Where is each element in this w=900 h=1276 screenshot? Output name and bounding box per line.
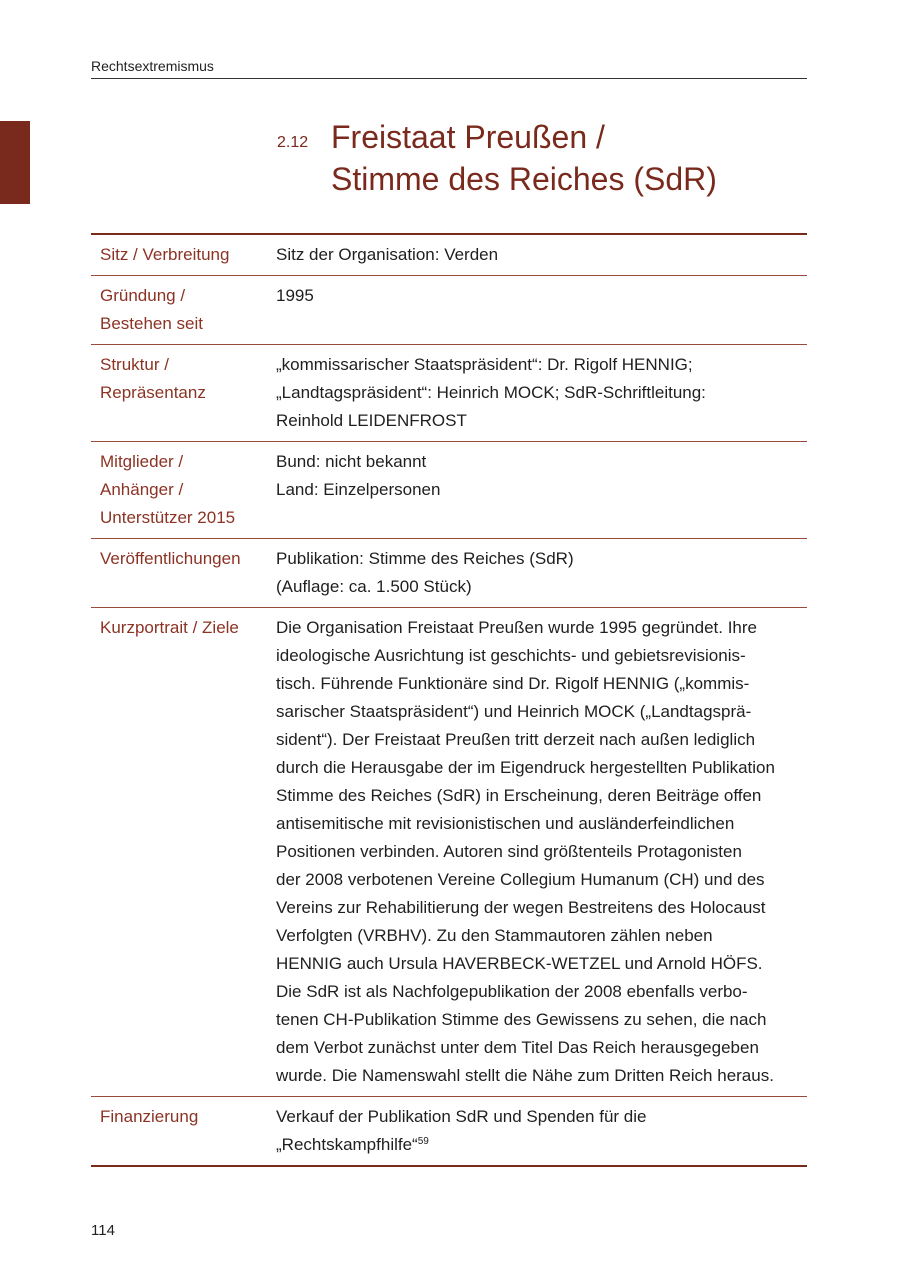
label-line: Gründung / xyxy=(100,286,186,305)
profile-row-finanzierung xyxy=(91,1097,807,1167)
chapter-title-line: Stimme des Reiches (SdR) xyxy=(331,161,717,197)
label-line: Kurzportrait / Ziele xyxy=(100,618,239,637)
value-line: Verkauf der Publikation SdR und Spenden für die xyxy=(276,1107,647,1126)
value-line: Vereins zur Rehabilitierung der wegen Bestreitens des Holocaust xyxy=(276,898,766,917)
row-value xyxy=(276,608,807,1097)
chapter-title xyxy=(331,116,717,200)
row-label xyxy=(91,276,276,345)
profile-row-sitz xyxy=(91,234,807,276)
row-value xyxy=(276,539,807,608)
chapter-side-tab xyxy=(0,121,30,204)
label-line: Sitz / Verbreitung xyxy=(100,245,230,264)
row-label xyxy=(91,539,276,608)
row-value xyxy=(276,276,807,345)
label-line: Repräsentanz xyxy=(100,383,206,402)
row-label xyxy=(91,345,276,442)
page-number: 114 xyxy=(91,1222,115,1239)
row-value xyxy=(276,345,807,442)
label-line: Bestehen seit xyxy=(100,314,204,333)
value-line: tisch. Führende Funktionäre sind Dr. Rigolf HENNIG („kommis- xyxy=(276,674,750,693)
profile-row-mitglieder xyxy=(91,442,807,539)
profile-row-struktur xyxy=(91,345,807,442)
value-line: Die SdR ist als Nachfolgepublikation der 2008 ebenfalls verbo- xyxy=(276,982,748,1001)
value-line: „Landtagspräsident“: Heinrich MOCK; SdR-Schriftleitung: xyxy=(276,383,706,402)
value-line: dem Verbot zunächst unter dem Titel Das Reich herausgegeben xyxy=(276,1038,759,1057)
row-label xyxy=(91,234,276,276)
footnote-marker[interactable]: 59 xyxy=(417,1136,429,1147)
label-line: Mitglieder / xyxy=(100,452,184,471)
label-line: Finanzierung xyxy=(100,1107,199,1126)
row-label xyxy=(91,608,276,1097)
organization-profile-table xyxy=(91,233,807,1167)
label-line: Unterstützer 2015 xyxy=(100,508,236,527)
value-line: HENNIG auch Ursula HAVERBECK-WETZEL und Arnold HÖFS. xyxy=(276,954,763,973)
value-line: der 2008 verbotenen Vereine Collegium Humanum (CH) und des xyxy=(276,870,765,889)
row-value xyxy=(276,1097,807,1167)
running-head: Rechtsextremismus xyxy=(91,58,807,79)
value-line: sident“). Der Freistaat Preußen tritt derzeit nach außen lediglich xyxy=(276,730,756,749)
value-line: Die Organisation Freistaat Preußen wurde 1995 gegründet. Ihre xyxy=(276,618,757,637)
value-line: wurde. Die Namenswahl stellt die Nähe zum Dritten Reich heraus. xyxy=(276,1066,774,1085)
chapter-title-line: Freistaat Preußen / xyxy=(331,119,605,155)
value-line: Positionen verbinden. Autoren sind größtenteils Protagonisten xyxy=(276,842,742,861)
row-label xyxy=(91,1097,276,1167)
value-line xyxy=(276,1131,807,1159)
profile-row-veroeffentlichungen xyxy=(91,539,807,608)
label-line: Struktur / xyxy=(100,355,169,374)
chapter-number: 2.12 xyxy=(277,134,309,151)
value-line: Bund: nicht bekannt xyxy=(276,452,427,471)
value-line: tenen CH-Publikation Stimme des Gewissens zu sehen, die nach xyxy=(276,1010,767,1029)
value-line: ideologische Ausrichtung ist geschichts- und gebietsrevisionis- xyxy=(276,646,746,665)
value-line: antisemitische mit revisionistischen und ausländerfeindlichen xyxy=(276,814,735,833)
value-line: 1995 xyxy=(276,286,314,305)
value-line: durch die Herausgabe der im Eigendruck hergestellten Publikation xyxy=(276,758,775,777)
row-label xyxy=(91,442,276,539)
value-line: Sitz der Organisation: Verden xyxy=(276,245,499,264)
value-line: Land: Einzelpersonen xyxy=(276,480,441,499)
value-line: Publikation: Stimme des Reiches (SdR) xyxy=(276,549,574,568)
profile-row-gruendung xyxy=(91,276,807,345)
value-text: „Rechtskampfhilfe“ xyxy=(276,1135,418,1154)
value-line: sarischer Staatspräsident“) und Heinrich MOCK („Landtagsprä- xyxy=(276,702,752,721)
value-line: Stimme des Reiches (SdR) in Erscheinung, deren Beiträge offen xyxy=(276,786,762,805)
value-line: „kommissarischer Staatspräsident“: Dr. Rigolf HENNIG; xyxy=(276,355,693,374)
row-value xyxy=(276,442,807,539)
value-line: Verfolgten (VRBHV). Zu den Stammautoren zählen neben xyxy=(276,926,713,945)
value-line: Reinhold LEIDENFROST xyxy=(276,411,467,430)
profile-row-kurzportrait xyxy=(91,608,807,1097)
label-line: Veröffentlichungen xyxy=(100,549,241,568)
label-line: Anhänger / xyxy=(100,480,184,499)
row-value xyxy=(276,234,807,276)
value-line: (Auflage: ca. 1.500 Stück) xyxy=(276,577,472,596)
